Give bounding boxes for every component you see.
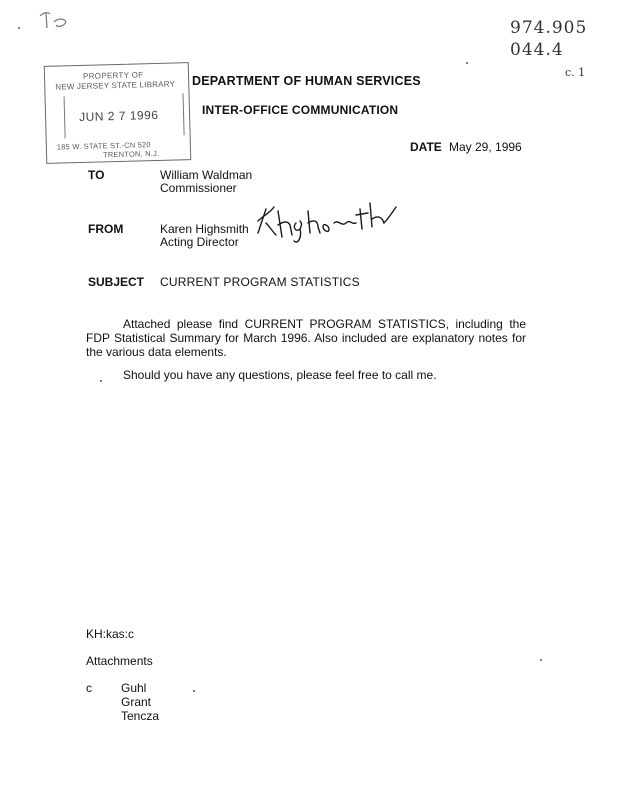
stamp-property-of: PROPERTY OF (82, 70, 144, 81)
stamp-library-name: NEW JERSEY STATE LIBRARY (55, 79, 176, 92)
stamp-address: 185 W. STATE ST.-CN 520 (56, 140, 151, 152)
stamp-date: JUN 2 7 1996 (78, 107, 159, 125)
from-label: FROM (88, 222, 124, 236)
call-number-copy: c. 1 (565, 66, 586, 79)
date-value: May 29, 1996 (449, 140, 522, 154)
library-received-stamp (44, 62, 192, 164)
memo-type-heading: INTER-OFFICE COMMUNICATION (202, 103, 399, 117)
corner-handwritten-initials (38, 8, 74, 32)
from-sender-name: Karen Highsmith (160, 222, 249, 236)
call-number-line-1: 974.905 (510, 18, 588, 38)
body-paragraph-2: Should you have any questions, please feel free to call me. (123, 368, 437, 382)
to-label: TO (88, 168, 105, 182)
typist-initials: KH:kas:c (86, 627, 135, 641)
subject-label: SUBJECT (88, 275, 145, 289)
department-heading: DEPARTMENT OF HUMAN SERVICES (192, 74, 421, 88)
stamp-date-box (64, 93, 185, 138)
signature-text: KHighsmith (252, 193, 258, 194)
body-paragraph-1: Attached please find CURRENT PROGRAM STATISTICS, including the FDP Statistical Summary for March 1996. Also included are explanatory notes for the various data elements. (86, 317, 526, 359)
scan-speck (540, 659, 542, 661)
stamp-city: TRENTON, N.J. (102, 148, 160, 160)
subject-value: CURRENT PROGRAM STATISTICS (160, 275, 360, 289)
from-sender-title: Acting Director (160, 235, 239, 249)
attachments-note: Attachments (86, 654, 153, 668)
call-number-line-2: 044.4 (510, 40, 564, 60)
scan-speck (193, 690, 195, 692)
cc-list (121, 681, 159, 723)
cc-recipient: Guhl (121, 681, 147, 695)
handwritten-signature (252, 193, 402, 245)
scan-speck (466, 62, 468, 64)
cc-recipient: Tencza (121, 709, 160, 723)
cc-recipient: Grant (121, 695, 152, 709)
scan-speck (18, 27, 20, 29)
to-recipient-title: Commissioner (160, 181, 237, 195)
scan-speck (100, 380, 102, 382)
date-label: DATE (410, 140, 442, 154)
to-recipient-name: William Waldman (160, 168, 253, 182)
cc-label: c (86, 681, 92, 695)
